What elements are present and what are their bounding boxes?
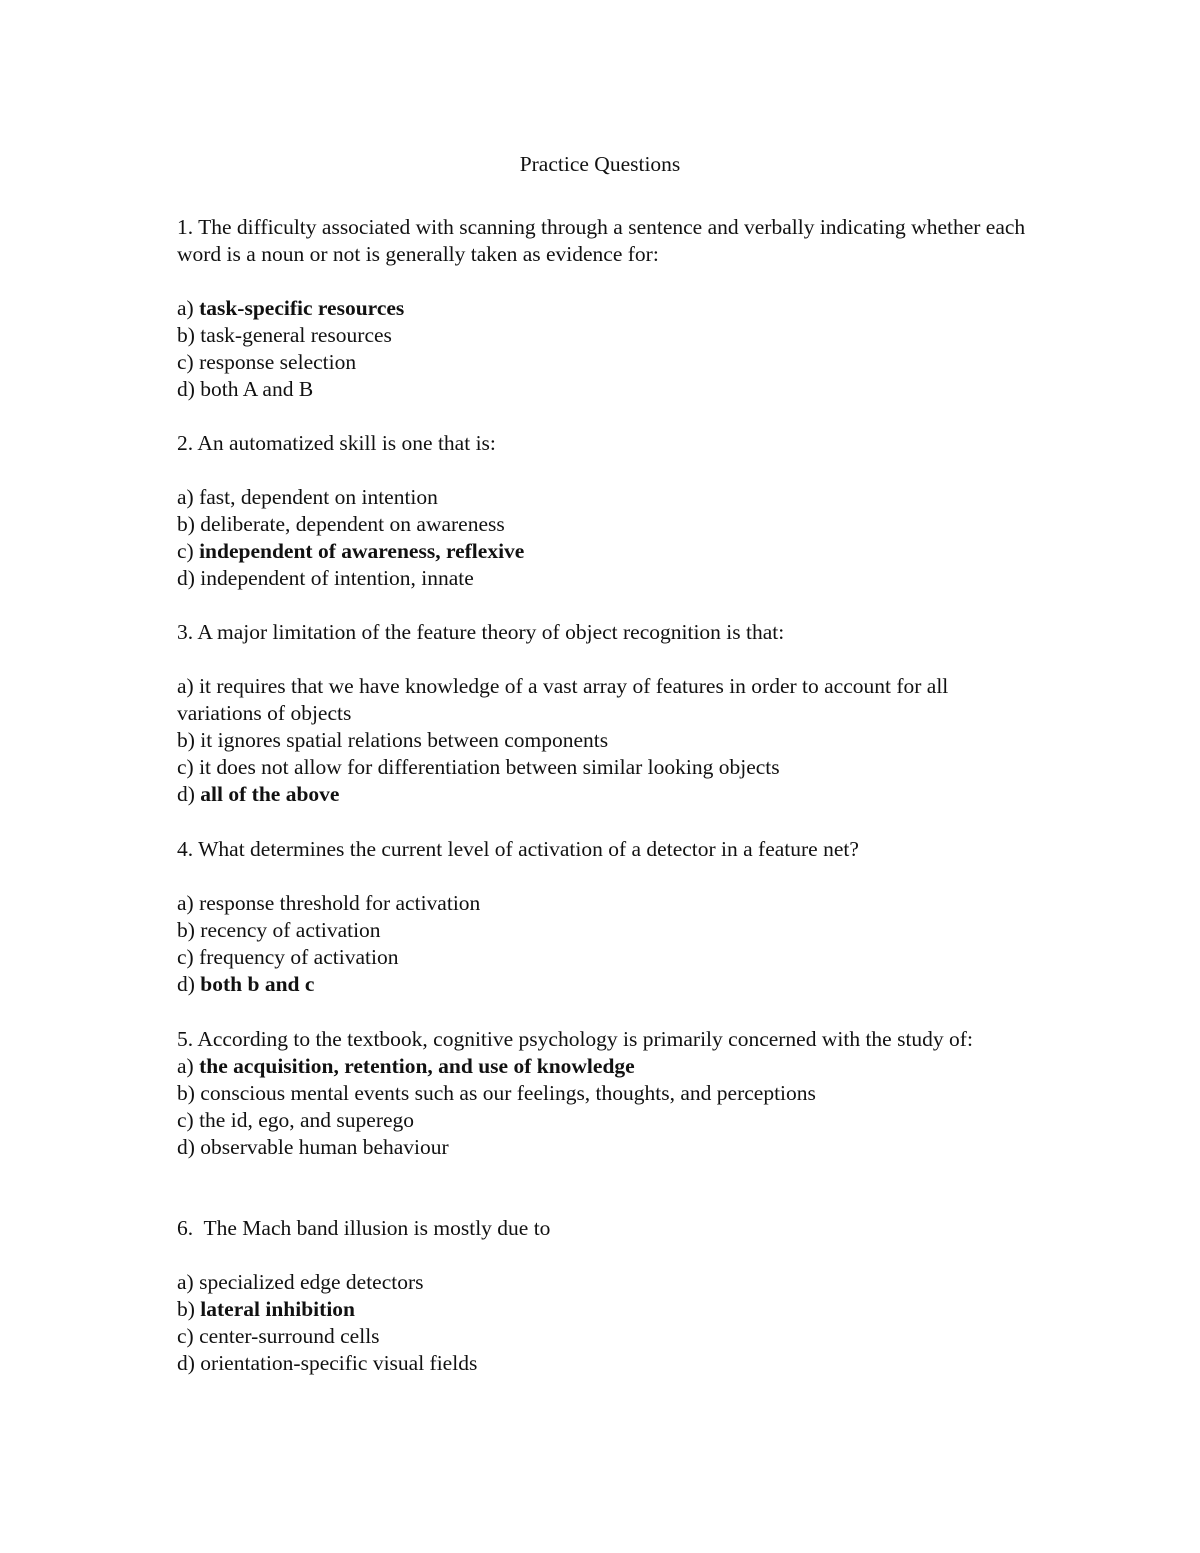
option-c: c) response selection	[177, 350, 357, 374]
option-c: c) center-surround cells	[177, 1324, 380, 1348]
option-d: d) both b and c	[177, 972, 315, 996]
correct-answer: lateral inhibition	[200, 1297, 355, 1321]
option-b: b) deliberate, dependent on awareness	[177, 512, 505, 536]
correct-answer: task-specific resources	[199, 296, 405, 320]
answer-options	[177, 673, 1037, 808]
correct-answer: independent of awareness, reflexive	[199, 539, 525, 563]
answer-options	[177, 1269, 1037, 1377]
option-d: d) both A and B	[177, 377, 314, 401]
option-d: d) orientation-specific visual fields	[177, 1351, 478, 1375]
option-d: d) all of the above	[177, 782, 340, 806]
question-1	[177, 214, 1037, 403]
option-b: b) lateral inhibition	[177, 1297, 355, 1321]
option-a: a) the acquisition, retention, and use of knowledge	[177, 1054, 635, 1078]
option-c: c) it does not allow for differentiation between similar looking objects	[177, 755, 780, 779]
answer-options	[177, 1053, 1037, 1161]
question-3	[177, 619, 1037, 808]
option-a: a) response threshold for activation	[177, 891, 481, 915]
option-b: b) conscious mental events such as our feelings, thoughts, and perceptions	[177, 1081, 816, 1105]
question-4	[177, 836, 1037, 998]
option-d: d) observable human behaviour	[177, 1135, 449, 1159]
question-6	[177, 1215, 1037, 1377]
option-a: a) it requires that we have knowledge of a vast array of features in order to account for all variations of objects	[177, 674, 949, 725]
answer-options	[177, 890, 1037, 998]
option-a: a) task-specific resources	[177, 296, 405, 320]
option-b: b) recency of activation	[177, 918, 381, 942]
answer-options	[177, 484, 1037, 592]
option-b: b) it ignores spatial relations between components	[177, 728, 609, 752]
question-stem: 3. A major limitation of the feature theory of object recognition is that:	[177, 620, 785, 644]
page-title: Practice Questions	[519, 152, 681, 176]
option-a: a) fast, dependent on intention	[177, 485, 438, 509]
question-stem: 1. The difficulty associated with scanning through a sentence and verbally indicating whether each word is a noun or not is generally taken as evidence for:	[177, 215, 1026, 266]
option-a: a) specialized edge detectors	[177, 1270, 424, 1294]
option-c: c) frequency of activation	[177, 945, 399, 969]
question-5	[177, 1026, 1037, 1161]
option-c: c) the id, ego, and superego	[177, 1108, 415, 1132]
question-stem: 2. An automatized skill is one that is:	[177, 431, 496, 455]
question-stem: 5. According to the textbook, cognitive psychology is primarily concerned with the study of:	[177, 1027, 973, 1051]
correct-answer: both b and c	[200, 972, 315, 996]
option-b: b) task-general resources	[177, 323, 392, 347]
answer-options	[177, 295, 1037, 403]
question-stem: 4. What determines the current level of activation of a detector in a feature net?	[177, 837, 859, 861]
question-stem: 6. The Mach band illusion is mostly due to	[177, 1216, 551, 1240]
option-c: c) independent of awareness, reflexive	[177, 539, 525, 563]
correct-answer: the acquisition, retention, and use of knowledge	[199, 1054, 635, 1078]
question-2	[177, 430, 1037, 592]
correct-answer: all of the above	[200, 782, 340, 806]
option-d: d) independent of intention, innate	[177, 566, 474, 590]
